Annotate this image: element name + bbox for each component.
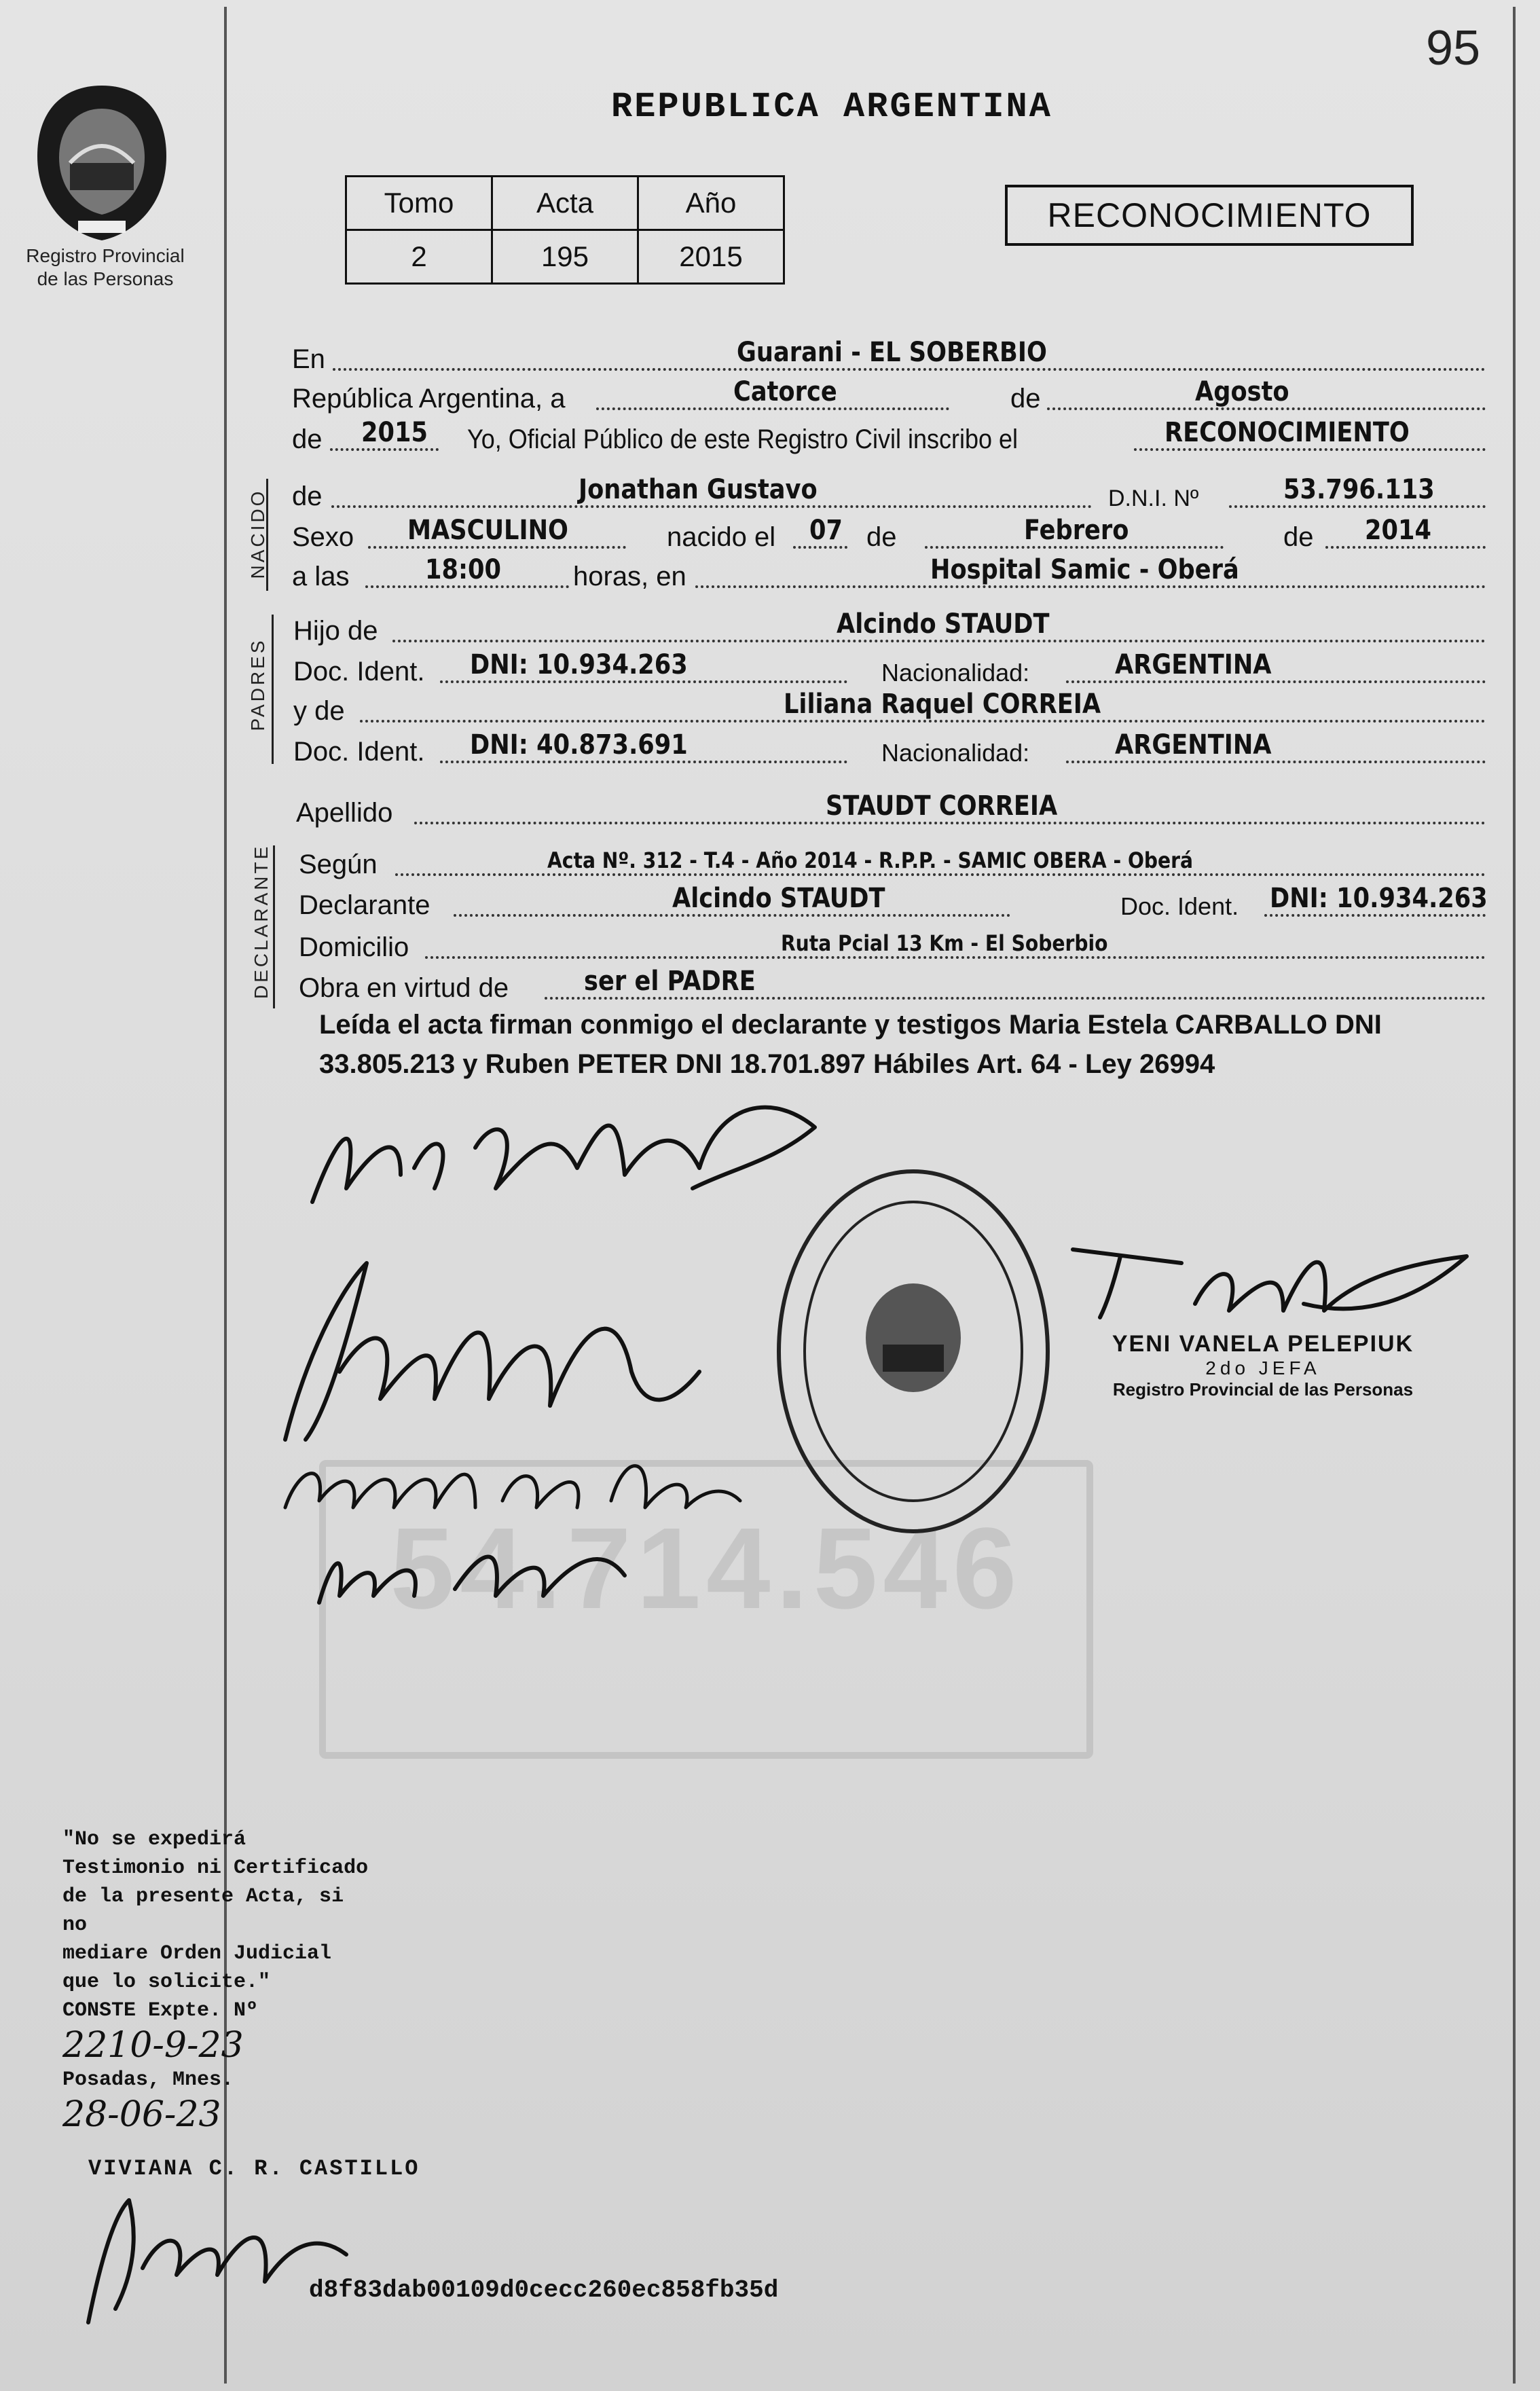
row-mother-doc [292,729,1486,770]
father-nat-dots [1066,680,1486,683]
father-nat-label: Nacionalidad: [881,659,1030,687]
domicilio-dots [425,956,1486,959]
obra-dots [545,997,1486,1000]
segun-value: Acta Nº. 312 - T.4 - Año 2014 - R.P.P. - SAMIC OBERA - Oberá [547,847,1194,873]
page-number: 95 [1426,21,1481,75]
official-block [1080,1331,1446,1400]
republica-label: República Argentina, a [292,384,566,414]
row-hijo [292,608,1486,649]
anio-value: 2015 [638,230,784,284]
record-table-value-row [346,230,784,284]
place-dots [695,585,1486,588]
domicilio-label: Domicilio [299,932,409,962]
declarante-doc-dots [1264,914,1486,917]
sexo-label: Sexo [292,522,354,552]
acta-value: 195 [492,230,638,284]
nacido-el-label: nacido el [667,522,776,552]
child-name-value: Jonathan Gustavo [579,474,818,505]
row-segun [292,845,1486,883]
row-declarante [292,883,1488,924]
segun-dots [395,873,1486,876]
en-label: En [292,344,325,374]
document-title: REPUBLICA ARGENTINA [611,87,1052,127]
father-doc-dots [440,680,847,683]
apellido-dots [414,822,1486,824]
oficial-text: Yo, Oficial Público de este Registro Civil inscribo el [467,424,1019,454]
hour-dots [365,585,569,588]
mother-name-value: Liliana Raquel CORREIA [784,689,1101,720]
declarante-doc-label: Doc. Ident. [1120,892,1239,920]
nacido-side-label: NACIDO [247,488,268,579]
obra-value: ser el PADRE [584,966,756,997]
mother-doc-value: DNI: 40.873.691 [470,729,688,761]
declarante-label: Declarante [299,890,430,920]
mother-nat-value: ARGENTINA [1115,729,1272,761]
father-doc-value: DNI: 10.934.263 [470,649,688,680]
margin-note-line: mediare Orden Judicial [62,1942,332,1965]
witness-signature-carballo [272,1426,747,1535]
apellido-value: STAUDT CORREIA [826,790,1058,822]
registry-caption-line1: Registro Provincial [26,245,185,266]
registry-caption [14,244,197,291]
mother-nat-dots [1066,761,1486,763]
declarante-bracket [273,845,275,1008]
name-dots [331,505,1092,508]
row-en [292,337,1486,378]
row-obra [292,968,1486,1006]
round-registry-seal-icon [771,1161,1056,1541]
padres-side-label: PADRES [247,638,268,731]
inscribo-dots [1134,448,1486,451]
child-dni-value: 53.796.113 [1283,474,1435,505]
ghost-stamp-number: 54.714.546 [319,1460,1093,1759]
declarant-signature [299,1087,842,1236]
row-hora [292,554,1486,595]
father-nat-value: ARGENTINA [1115,649,1272,680]
row-apellido [292,790,1486,831]
en-dots [333,368,1486,371]
apellido-label: Apellido [296,798,393,828]
birth-year-de-label: de [1283,522,1314,552]
month-de-label: de [1010,384,1041,414]
margin-note-line: "No se expedirá [62,1828,246,1851]
hijo-label: Hijo de [293,616,378,646]
record-type-box: RECONOCIMIENTO [1005,185,1414,246]
witness-signature-peter [306,1521,686,1616]
acta-header: Acta [492,177,638,230]
row-oficial [292,417,1486,458]
father-name-value: Alcindo STAUDT [837,608,1050,640]
margin-note-line: 28-06-23 [62,2094,221,2135]
margin-note-line: Posadas, Mnes. [62,2068,234,2092]
castillo-stamp: VIVIANA C. R. CASTILLO [88,2156,420,2181]
official-signature [1059,1222,1480,1331]
registry-caption-line2: de las Personas [37,268,174,289]
padres-bracket [272,615,274,764]
day-value: Catorce [733,376,837,407]
official-office: Registro Provincial de las Personas [1112,1379,1414,1400]
day-dots [596,407,949,410]
month-value: Agosto [1195,376,1289,407]
official-name: YENI VANELA PELEPIUK [1112,1331,1414,1357]
declarante-doc-value: DNI: 10.934.263 [1270,883,1488,914]
margin-note-line: Testimonio ni Certificado [62,1857,369,1880]
margin-note-line: de la presente Acta, si no [62,1885,344,1937]
official-role: 2do JEFA [1205,1357,1321,1379]
anio-header: Año [638,177,784,230]
year-dots [330,448,439,451]
margin-note-line: 2210-9-23 [62,2025,244,2066]
row-date [292,376,1486,417]
en-value: Guarani - EL SOBERBIO [737,337,1047,368]
declarante-side-label: DECLARANTE [251,843,272,999]
mother-dots [360,720,1486,723]
mother-doc-dots [440,761,847,763]
margin-note-line: que lo solicite." [62,1971,271,1994]
declarante-value: Alcindo STAUDT [672,883,885,914]
birth-year-dots [1325,546,1486,549]
castillo-signature [61,2159,387,2336]
dni-dots [1229,505,1486,508]
margin-note-line: CONSTE Expte. Nº [62,1999,259,2022]
a-las-label: a las [292,562,350,591]
mother-nat-label: Nacionalidad: [881,739,1030,767]
father-doc-label: Doc. Ident. [293,657,425,687]
dni-label: D.N.I. Nº [1108,486,1199,511]
father-dots [392,640,1486,642]
birth-month-de-label: de [866,522,897,552]
closing-text: Leída el acta firman conmigo el declarante y testigos Maria Estela CARBALLO DNI 33.805.213 y Ruben PETER DNI 18.701.897 Hábiles Art. 64 - Ley 26994 [319,1010,1382,1079]
row-sexo [292,517,1486,555]
row-mother [292,691,1486,729]
margin-note [62,1825,375,2135]
obra-label: Obra en virtud de [299,973,509,1003]
birth-month-value: Febrero [1024,515,1129,546]
record-table-header-row [346,177,784,230]
record-table [345,175,785,285]
birth-year-value: 2014 [1365,515,1431,546]
document-hash: d8f83dab00109d0cecc260ec858fb35d [309,2276,779,2304]
segun-label: Según [299,850,378,879]
birth-day-value: 07 [809,515,843,546]
month-dots [1047,407,1486,410]
declarante-dots [454,914,1010,917]
tomo-value: 2 [346,230,492,284]
right-margin-rule [1513,7,1516,2384]
sexo-value: MASCULINO [407,515,568,546]
mother-doc-label: Doc. Ident. [293,737,425,767]
year-de-label: de [292,424,323,454]
province-seal-icon [31,81,173,244]
row-name [292,474,1486,515]
name-de-label: de [292,481,323,511]
birth-day-dots [793,546,847,549]
domicilio-value: Ruta Pcial 13 Km - El Soberbio [781,930,1108,956]
sexo-dots [368,546,626,549]
tomo-header: Tomo [346,177,492,230]
y-de-label: y de [293,696,345,726]
row-domicilio [292,928,1486,966]
inscribo-value: RECONOCIMIENTO [1165,417,1410,448]
horas-label: horas, en [573,562,686,591]
birth-month-dots [925,546,1224,549]
place-value: Hospital Samic - Oberá [930,554,1239,585]
year-value: 2015 [361,417,428,448]
row-father-doc [292,649,1486,690]
hour-value: 18:00 [425,554,502,585]
